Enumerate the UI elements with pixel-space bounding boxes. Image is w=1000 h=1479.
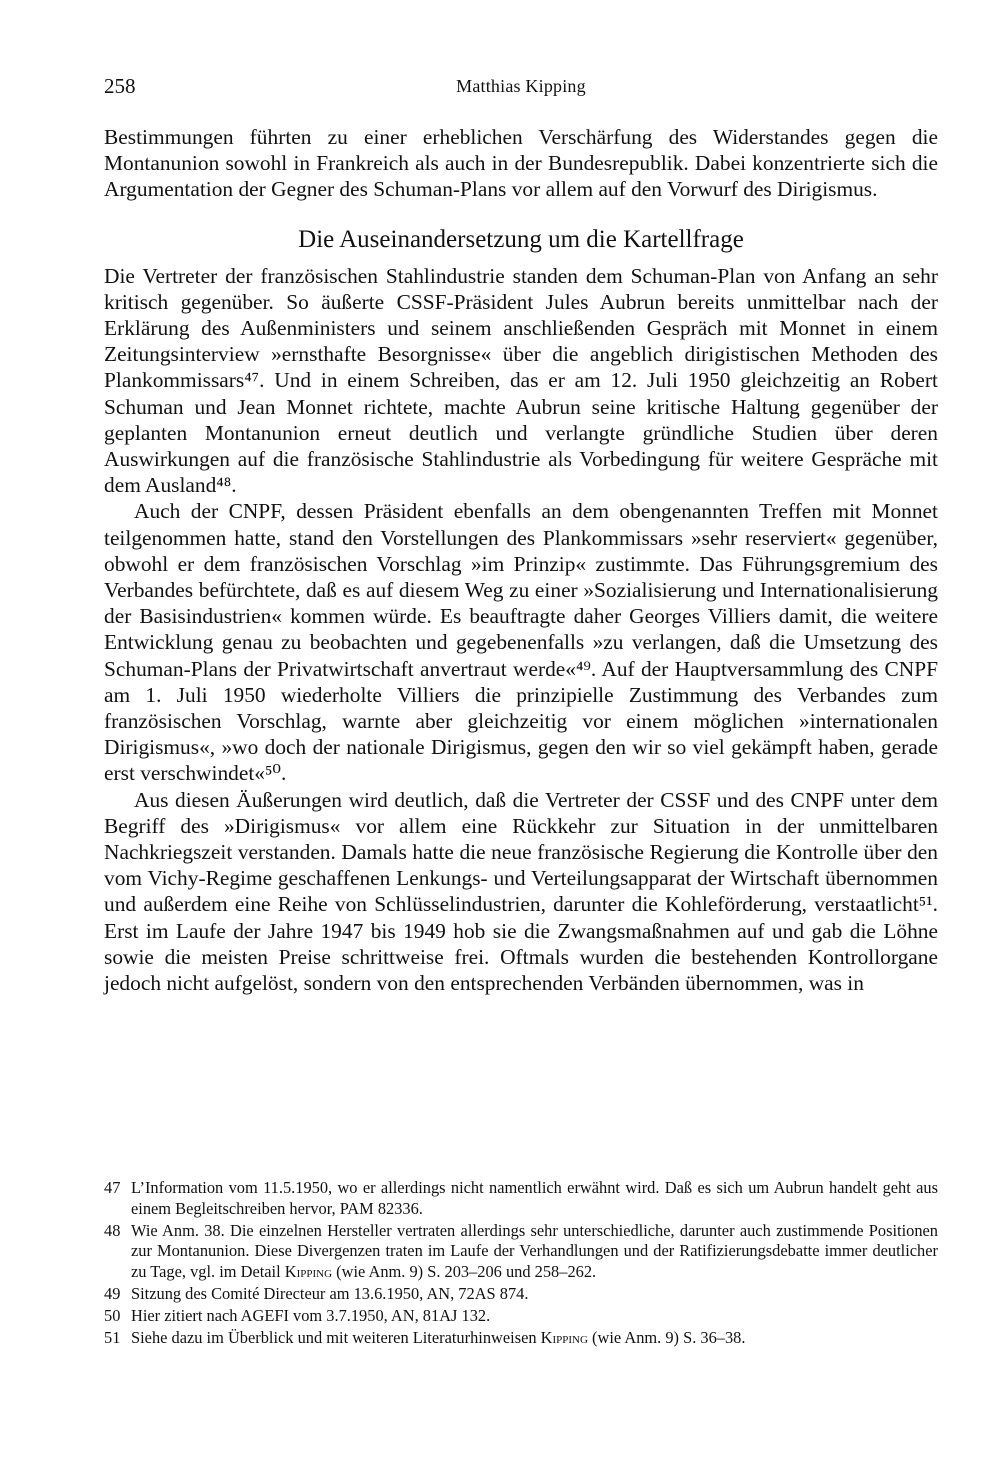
footnote-number: 48 [104,1220,121,1240]
section-heading: Die Auseinandersetzung um die Kartellfrage [298,225,744,253]
footnote-number: 50 [104,1305,121,1325]
body-paragraph: Die Vertreter der französischen Stahlindustrie standen dem Schuman-Plan von Anfang an sehr kritisch gegenüber. So äußerte CSSF-Präsident Jules Aubrun bereits unmittelbar nach der Erklärung des Außenministers und seinem anschließenden Gespräch mit Monnet in einem Zeitungsinterview »ernsthafte Besorgnisse« über die angeblich dirigistischen Methoden des Plankommissars⁴⁷. Und in einem Schreiben, das er am 12. Juli 1950 gleichzeitig an Robert Schuman und Jean Monnet richtete, machte Aubrun seine kritische Haltung gegenüber der geplanten Montanunion erneut deutlich und verlangte gründliche Studien über deren Auswirkungen auf die französische Stahlindustrie als Vorbedingung für weitere Gespräche mit dem Ausland⁴⁸. [104,263,938,498]
footnote-text: L’Information vom 11.5.1950, wo er allerdings nicht namentlich erwähnt wird. Daß es sich um Aubrun handelt geht aus einem Begleitschreiben hervor, PAM 82336. [131,1178,938,1218]
footnote-number: 51 [104,1327,121,1347]
cited-author: Kipping [284,1262,333,1282]
footnote-text [131,1221,938,1283]
main-text [104,124,938,996]
footnote-50 [104,1306,938,1327]
footnote-number: 47 [104,1178,121,1197]
footnote-text: Hier zitiert nach AGEFI vom 3.7.1950, AN, 81AJ 132. [131,1305,491,1325]
page-number: 258 [104,74,136,98]
body-paragraph: Bestimmungen führten zu einer erheblichen Verschärfung des Widerstandes gegen die Montanunion sowohl in Frankreich als auch in der Bundesrepublik. Dabei konzentrierte sich die Argumentation der Gegner des Schuman-Plans vor allem auf den Vorwurf des Dirigismus. [104,125,938,202]
footnote-48 [104,1221,938,1283]
footnote-text [131,1328,938,1349]
footnote-text: Sitzung des Comité Directeur am 13.6.1950, AN, 72AS 874. [131,1283,529,1303]
footnote-text-part: (wie Anm. 9) S. 36–38. [587,1327,746,1347]
footnote-text-part: Wie Anm. 38. Die einzelnen Hersteller vertraten allerdings sehr unterschiedliche, darunter auch zustimmende Positionen zur Montanunion. Diese Divergenzen traten im Laufe der Verhandlungen und der Ratifizierungsdebatte immer deutlicher zu Tage, vgl. im Detail [131,1220,938,1282]
footnote-text-part: Siehe dazu im Überblick und mit weiteren Literaturhinweisen [131,1327,541,1347]
body-paragraph: Auch der CNPF, dessen Präsident ebenfalls an dem obengenannten Treffen mit Monnet teilgenommen hatte, stand den Vorstellungen des Plankommissars »sehr reserviert« gegenüber, obwohl er dem französischen Vorschlag »im Prinzip« zustimmte. Das Führungsgremium des Verbandes befürchtete, daß es auf diesem Weg zu einer »Sozialisierung und Internationalisierung der Basisindustrien« kommen würde. Es beauftragte daher Georges Villiers damit, die weitere Entwicklung genau zu beobachten und gegebenenfalls »zu verlangen, daß die Umsetzung des Schuman-Plans der Privatwirtschaft anvertraut werde«⁴⁹. Auf der Hauptversammlung des CNPF am 1. Juli 1950 wiederholte Villiers die prinzipielle Zustimmung des Verbandes zum französischen Vorschlag, warnte aber gleichzeitig vor einem möglichen »internationalen Dirigismus«, »wo doch der nationale Dirigismus, gegen den wir so viel gekämpft haben, gerade erst verschwindet«⁵⁰. [104,499,938,786]
footnote-49 [104,1284,938,1305]
running-head [104,74,938,104]
footnote-47 [104,1178,938,1220]
footnote-number: 49 [104,1283,121,1303]
footnote-text-part: (wie Anm. 9) S. 203–206 und 258–262. [332,1262,597,1282]
cited-author: Kipping [540,1327,588,1347]
footnote-51 [104,1328,938,1349]
footnotes [104,1178,938,1349]
running-title: Matthias Kipping [456,76,586,96]
body-paragraph: Aus diesen Äußerungen wird deutlich, daß die Vertreter der CSSF und des CNPF unter dem Begriff des »Dirigismus« vor allem eine Rückkehr zur Situation in der unmittelbaren Nachkriegszeit verstanden. Damals hatte die neue französische Regierung die Kontrolle über den vom Vichy-Regime geschaffenen Lenkungs- und Verteilungsapparat der Wirtschaft übernommen und außerdem eine Reihe von Schlüsselindustrien, darunter die Kohleförderung, verstaatlicht⁵¹. Erst im Laufe der Jahre 1947 bis 1949 hob sie die Zwangsmaßnahmen auf und gab die Löhne sowie die meisten Preise schrittweise frei. Oftmals wurden die bestehenden Kontrollorgane jedoch nicht aufgelöst, sondern von den entsprechenden Verbänden übernommen, was in [104,787,938,996]
